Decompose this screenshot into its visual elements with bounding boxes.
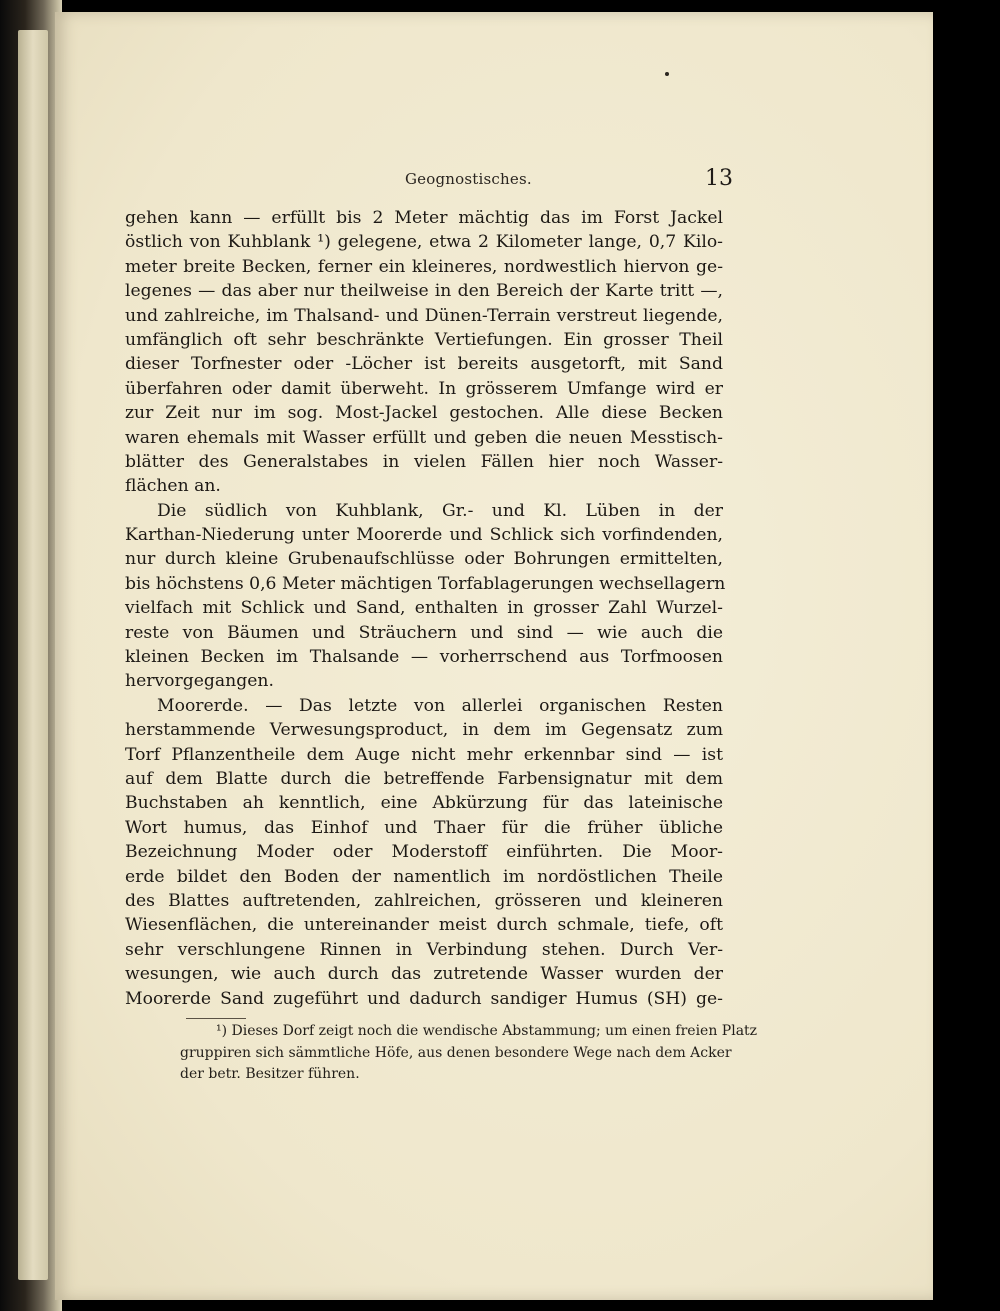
text-line: Wort humus, das Einhof und Thaer für die früher übliche (125, 817, 723, 838)
text-line: reste von Bäumen und Sträuchern und sind — wie auch die (125, 622, 723, 643)
text-line: östlich von Kuhblank ¹) gelegene, etwa 2 Kilometer lange, 0,7 Kilo- (125, 232, 723, 253)
text-line: überfahren oder damit überweht. In grösserem Umfange wird er (125, 378, 723, 399)
footnote-line: ¹) Dieses Dorf zeigt noch die wendische Abstammung; um einen freien Platz (216, 1023, 758, 1039)
text-line: legenes — das aber nur theilweise in den Bereich der Karte tritt —, (125, 281, 723, 302)
text-line: des Blattes auftretenden, zahlreichen, grösseren und kleineren (125, 890, 723, 911)
text-line: Torf Pflanzentheile dem Auge nicht mehr erkennbar sind — ist (125, 744, 723, 765)
scan-background (933, 0, 1000, 1311)
running-title: Geognostisches. (405, 170, 532, 188)
body-text (125, 206, 726, 1011)
text-line: Karthan-Niederung unter Moorerde und Schlick sich vorfindenden, (125, 525, 723, 546)
text-line: waren ehemals mit Wasser erfüllt und geben die neuen Messtisch- (125, 427, 723, 448)
text-line: zur Zeit nur im sog. Most-Jackel gestochen. Alle diese Becken (125, 403, 723, 424)
text-line: Wiesenflächen, die untereinander meist durch schmale, tiefe, oft (125, 915, 723, 936)
footnote (180, 1021, 758, 1086)
print-speck (665, 72, 669, 76)
footnote-line: gruppiren sich sämmtliche Höfe, aus denen besondere Wege nach dem Acker (180, 1044, 732, 1061)
text-line: sehr verschlungene Rinnen in Verbindung stehen. Durch Ver- (125, 939, 723, 960)
text-line: dieser Torfnester oder -Löcher ist bereits ausgetorft, mit Sand (125, 354, 723, 375)
book-spine (0, 0, 62, 1311)
text-line: und zahlreiche, im Thalsand- und Dünen-Terrain verstreut liegende, (125, 305, 723, 326)
text-line: blätter des Generalstabes in vielen Fällen hier noch Wasser- (125, 451, 723, 472)
text-line: meter breite Becken, ferner ein kleineres, nordwestlich hiervon ge- (125, 256, 723, 277)
text-line: gehen kann — erfüllt bis 2 Meter mächtig das im Forst Jackel (125, 208, 723, 228)
text-line: herstammende Verwesungsproduct, in dem im Gegensatz zum (125, 720, 723, 741)
footnote-rule (186, 1018, 246, 1019)
text-line: umfänglich oft sehr beschränkte Vertiefungen. Ein grosser Theil (125, 329, 723, 350)
text-line: Bezeichnung Moder oder Moderstoff einführten. Die Moor- (125, 842, 723, 863)
text-line: Die südlich von Kuhblank, Gr.- und Kl. Lüben in der (157, 500, 723, 521)
text-line: hervorgegangen. (125, 671, 274, 692)
text-line: auf dem Blatte durch die betreffende Farbensignatur mit dem (125, 768, 723, 789)
text-line: Moorerde. — Das letzte von allerlei organischen Resten (157, 695, 723, 716)
page-number: 13 (705, 166, 733, 191)
text-line: Buchstaben ah kenntlich, eine Abkürzung für das lateinische (125, 793, 723, 814)
page-header (125, 160, 733, 191)
text-line: vielfach mit Schlick und Sand, enthalten in grosser Zahl Wurzel- (125, 598, 723, 619)
text-line: nur durch kleine Grubenaufschlüsse oder Bohrungen ermittelten, (125, 549, 723, 570)
text-line: wesungen, wie auch durch das zutretende Wasser wurden der (125, 964, 723, 985)
text-line: kleinen Becken im Thalsande — vorherrschend aus Torfmoosen (125, 647, 723, 668)
text-line: bis höchstens 0,6 Meter mächtigen Torfablagerungen wechsellagern (125, 573, 726, 594)
text-line: erde bildet den Boden der namentlich im nordöstlichen Theile (125, 866, 723, 887)
text-line: flächen an. (125, 476, 221, 497)
text-line: Moorerde Sand zugeführt und dadurch sandiger Humus (SH) ge- (125, 988, 723, 1009)
page-stack-edge (18, 30, 48, 1280)
footnote-line: der betr. Besitzer führen. (180, 1066, 360, 1082)
